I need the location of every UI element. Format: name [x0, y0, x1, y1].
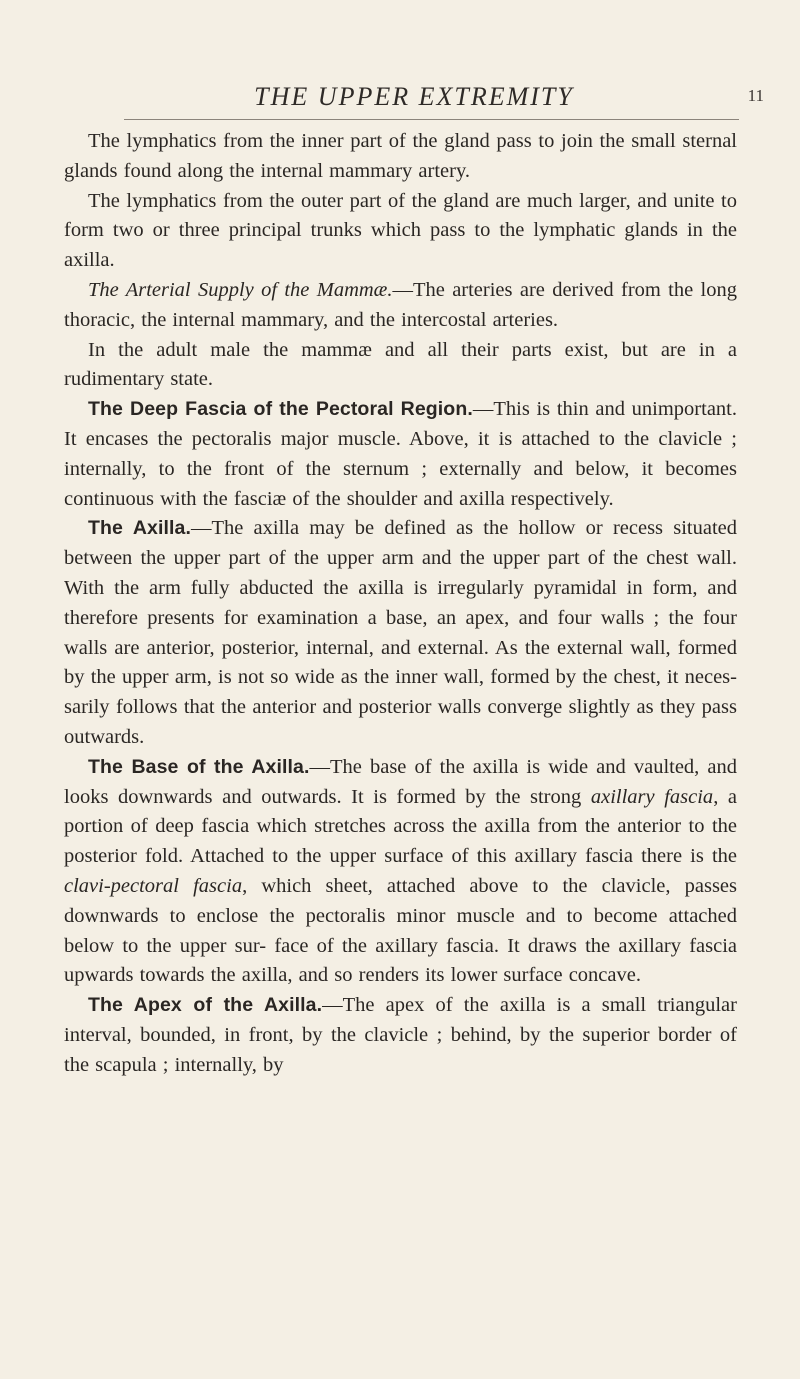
- text-segment: —The apex of the axilla is a small triangular interval, bounded, in front, by the clavicle ; behind, by the superior border of the scapula ; internally, by: [64, 994, 737, 1076]
- paragraph-base-of-axilla: [64, 753, 737, 991]
- paragraph-deep-fascia: [64, 395, 737, 514]
- paragraph-axilla: [64, 514, 737, 752]
- text-segment: In the adult male the mammæ and all their parts exist, but are in a rudimentary state.: [64, 338, 737, 391]
- italic-term: clavi-pectoral fascia: [64, 874, 243, 897]
- running-head: [64, 82, 764, 122]
- paragraph-arterial-supply: [64, 276, 737, 336]
- text-segment: —This is thin and unimportant. It encases the pectoralis major muscle. Above, it is attached to the clavicle ; internally, to the front of the sternum ; externally and below, it becomes continuous with the fasciæ of the shoulder and axilla respectively.: [64, 398, 737, 510]
- section-heading: The Base of the Axilla.: [88, 755, 310, 778]
- section-heading: The Axilla.: [88, 517, 191, 540]
- text-segment: —The arteries are derived from the long thoracic, the internal mammary, and the intercostal arteries.: [64, 278, 738, 331]
- body-text: [64, 127, 737, 1081]
- text-segment: , which sheet, attached above to the clavicle, passes downwards to enclose the pectoralis minor muscle and to become attached below to the upper sur- face of the axillary fascia. It draws the axillary fascia upwards towards the axilla, and so renders its lower surface concave.: [64, 874, 737, 987]
- paragraph-adult-male: [64, 336, 737, 396]
- paragraph-lymphatics-outer: [64, 187, 737, 276]
- text-segment: , a portion of deep fascia which stretches across the axilla from the anterior to the posterior fold. Attached to the upper surface of this axillary fascia there is the: [64, 785, 737, 868]
- section-heading: The Deep Fascia of the Pectoral Region.: [88, 398, 473, 421]
- italic-subheading: The Arterial Supply of the Mammæ.: [88, 278, 393, 301]
- text-segment: —The axilla may be defined as the hollow or recess situated between the upper part of the upper arm and the upper part of the chest wall. With the arm fully abducted the axilla is irregularly pyramidal in form, and therefore presents for examination a base, an apex, and four walls ; the four walls are anterior, posterior, internal, and external. As the external wall, formed by the upper arm, is not so wide as the inner wall, formed by the chest, it neces- sarily follows that the anterior and posterior walls converge slightly as they pass outwards.: [64, 517, 737, 748]
- page-number: 11: [747, 86, 764, 105]
- paragraph-apex-of-axilla: [64, 991, 737, 1080]
- section-heading: The Apex of the Axilla.: [88, 994, 323, 1017]
- text-segment: The lymphatics from the inner part of the gland pass to join the small sternal glands found along the internal mammary artery.: [64, 130, 737, 182]
- running-head-title: THE UPPER EXTREMITY: [254, 82, 574, 111]
- italic-term: axillary fascia: [590, 785, 714, 808]
- paragraph-lymphatics-inner: [64, 127, 737, 187]
- text-segment: —The base of the axilla is wide and vaulted, and looks downwards and outwards. It is formed by the strong: [64, 755, 737, 808]
- header-rule: [124, 119, 739, 120]
- text-segment: The lymphatics from the outer part of the gland are much larger, and unite to form two or three principal trunks which pass to the lymphatic glands in the axilla.: [64, 189, 737, 272]
